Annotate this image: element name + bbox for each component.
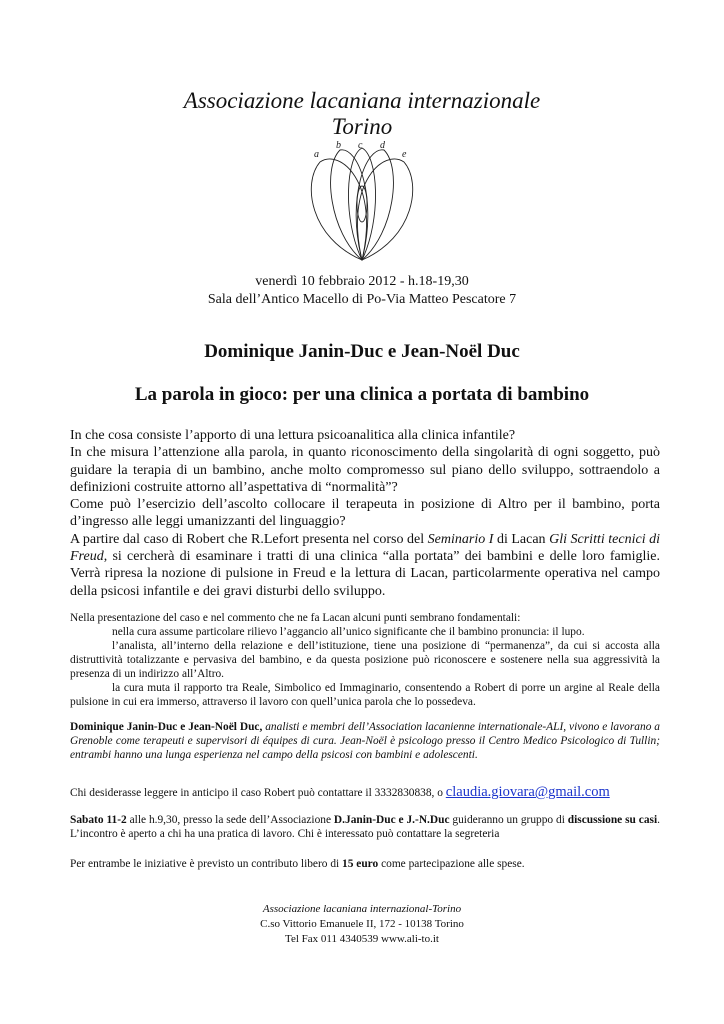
organization-city: Torino	[331, 114, 393, 139]
speakers-heading: Dominique Janin-Duc e Jean-Noël Duc	[204, 341, 520, 362]
contact-line	[70, 785, 660, 800]
email-link[interactable]: claudia.giovara@gmail.com	[445, 784, 610, 800]
logo-letter-d: d	[380, 140, 385, 151]
footer-contacts: Tel Fax 011 4340539 www.ali-to.it	[285, 933, 439, 945]
key-point-item: l’analista, all’interno della relazione e dell’istituzione, tiene una posizione di “permanenza”, da cui si accosta alla distruttività totalizzante e pervasiva del bambino, e da questa posizione può riconoscere e sostenere nella sua aggressività la presenza di un indirizzo all’Altro.	[70, 640, 660, 680]
key-points-lead: Nella presentazione del caso e nel commento che ne fa Lacan alcuni punti sembrano fondamentali:	[70, 612, 521, 624]
intro-paragraph: Come può l’esercizio dell’ascolto collocare il terapeuta in posizione di Altro per il bambino, porta d’ingresso alle leggi umanizzanti del linguaggio?	[70, 497, 660, 530]
key-points-section	[70, 611, 660, 709]
speakers-bio	[70, 720, 660, 762]
saturday-leaders: D.Janin-Duc e J.-N.Duc	[333, 814, 450, 826]
logo-loop-c	[348, 148, 375, 260]
logo-letter-c: c	[358, 140, 363, 151]
logo-letter-b: b	[336, 140, 341, 151]
saturday-date: Sabato 11-2	[70, 814, 127, 826]
key-point-item: la cura muta il rapporto tra Reale, Simbolico ed Immaginario, consentendo a Robert di porre un argine al Reale della pulsione in cui era immerso, attraverso il lavoro con quell’unica parola che lo possedeva.	[70, 682, 660, 708]
logo-letter-a: a	[314, 149, 319, 160]
organization-title: Associazione lacaniana internazionale	[183, 88, 541, 113]
writings-title: Gli Scritti tecnici di Freud	[70, 531, 661, 565]
saturday-discussion: discussione su casi	[567, 814, 658, 826]
talk-title: La parola in gioco: per una clinica a portata di bambino	[134, 384, 590, 405]
seminar-title: Seminario I	[427, 531, 494, 547]
intro-paragraph: In che cosa consiste l’apporto di una lettura psicoanalitica alla clinica infantile?	[70, 428, 516, 443]
logo-letter-e: e	[402, 149, 407, 160]
logo-borromean-loops-icon	[300, 138, 424, 266]
footer-address: C.so Vittorio Emanuele II, 172 - 10138 Torino	[260, 918, 464, 930]
intro-section	[70, 427, 660, 600]
event-date-time: venerdì 10 febbraio 2012 - h.18-19,30	[255, 274, 469, 289]
fee-note: Per entrambe le iniziative è previsto un contributo libero di 15 euro come partecipazione alle spese.	[70, 858, 525, 870]
intro-paragraph: A partire dal caso di Robert che R.Lefort presenta nel corso del Seminario I di Lacan Gli Scritti tecnici di Freud, si cercherà di esaminare i tratti di una clinica “alla portata” dei bambini e delle loro famiglie. Verrà ripresa la nozione di pulsione in Freud e la lettura di Lacan, particolarmente operativa nel campo della psicosi infantile e dei gravi disturbi dello sviluppo.	[70, 531, 661, 599]
bio-names: Dominique Janin-Duc e Jean-Noël Duc,	[70, 721, 263, 733]
event-venue: Sala dell’Antico Macello di Po-Via Matteo Pescatore 7	[207, 292, 517, 307]
bio-text: analisti e membri dell’Association lacanienne internationale-ALI, vivono e lavorano a Grenoble come terapeuti e supervisori di équipes di cura. Jean-Noël è psicologo presso il Centro Medico Psicologico di Tullin; entrambi hanno una lunga esperienza nel campo della psicosi con bambini e adolescenti.	[70, 721, 660, 761]
intro-paragraph: In che misura l’attenzione alla parola, in quanto riconoscimento della singolarità di ogni soggetto, può guidare la terapia di un bambino, anche molto compromesso sul piano dello sviluppo, sottraendolo a definizioni costruite attorno all’aspettativa di “normalità”?	[70, 445, 660, 495]
fee-amount: 15 euro	[342, 858, 379, 870]
footer-organization: Associazione lacaniana internazional-Torino	[262, 903, 462, 915]
key-point-item: nella cura assume particolare rilievo l’aggancio all’unico significante che il bambino pronuncia: il lupo.	[112, 626, 585, 638]
contact-text: Chi desiderasse leggere in anticipo il caso Robert può contattare il 3332830838, o	[70, 787, 446, 799]
saturday-session: Sabato 11-2 alle h.9,30, presso la sede dell’Associazione D.Janin-Duc e J.-N.Duc guideranno un gruppo di discussione su casi. L’incontro è aperto a chi ha una pratica di lavoro. Chi è interessato può contattare la segreteria	[70, 814, 660, 840]
